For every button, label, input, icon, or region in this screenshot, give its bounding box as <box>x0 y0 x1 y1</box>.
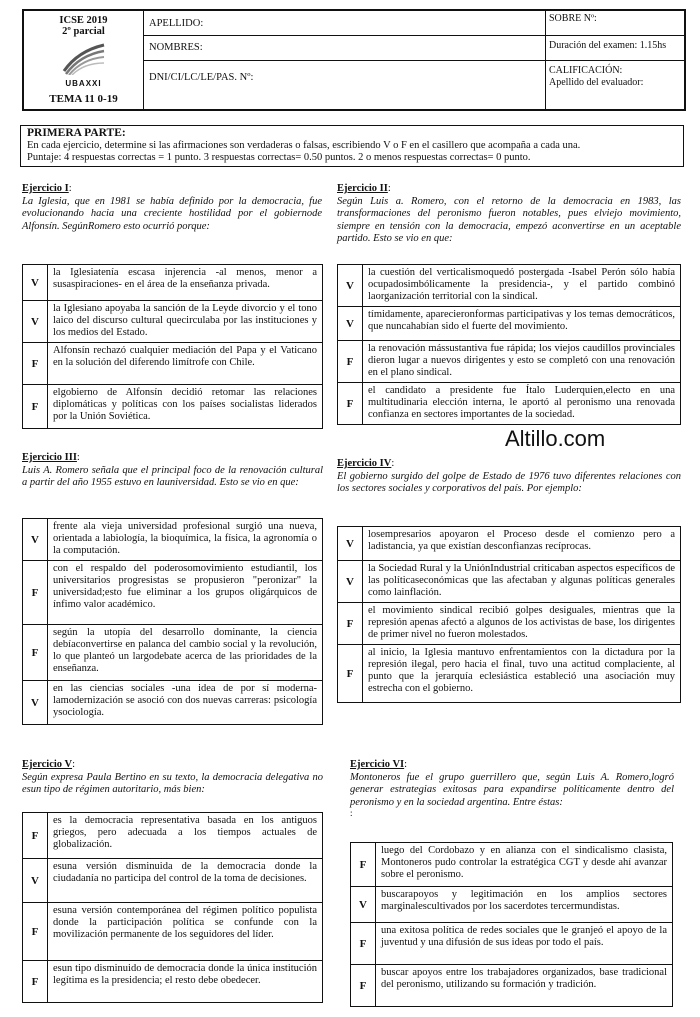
exercise-4-header: Ejercicio IV: El gobierno surgido del golpe de Estado de 1976 tuvo diferentes relaciones con los sectores sociales y corporativos del país. Por ejemplo: <box>337 458 681 494</box>
dni-field: DNI/CI/LC/LE/PAS. Nº: <box>149 72 254 83</box>
uba-logo-icon <box>60 41 106 75</box>
instructions-line-2: Puntaje: 4 respuestas correctas = 1 punto. 3 respuestas correctas= 0.50 puntos. 2 o menos respuestas correctas= 0 punto. <box>27 152 531 163</box>
answer-cell: V <box>23 519 48 561</box>
answer-cell: F <box>351 843 376 887</box>
answer-cell: V <box>351 887 376 923</box>
calificacion-label: CALIFICACIÓN: <box>549 65 623 76</box>
statement-cell: elgobierno de Alfonsín decidió retomar las relaciones diplomáticas y políticas con los países socialistas liderados por la Unión Soviética. <box>48 385 323 429</box>
statement-cell: el candidato a presidente fue Ítalo Luderquien,electo en una multitudinaria elección interna, le aportó al peronismo una renovada confianza en sectores importantes de la sociedad. <box>363 383 681 425</box>
statement-cell: losempresarios apoyaron el Proceso desde el comienzo pero a ladistancia, ya que existían desconfianzas recíprocas. <box>363 527 681 561</box>
table-row <box>351 887 673 923</box>
logo-text: UBAXXI <box>65 79 102 88</box>
statement-cell: la cuestión del verticalismoquedó postergada -Isabel Perón sólo había ocupadosimbólicamente la presidencia-, y el partido combinó laorganización territorial con la sindical. <box>363 265 681 307</box>
exercise-5-table <box>22 812 323 1003</box>
calificacion-field <box>545 65 684 89</box>
table-row <box>338 561 681 603</box>
watermark-text: Altillo.com <box>505 426 606 451</box>
exercise-intro: El gobierno surgido del golpe de Estado de 1976 tuvo diferentes relaciones con los sectores sociales y corporativos del país. Por ejemplo: <box>337 470 681 494</box>
exercise-intro: Luis A. Romero señala que el principal foco de la renovación cultural a partir del año 1955 estuvo en launiversidad. Esto se vio en que: <box>22 464 323 488</box>
table-row <box>338 383 681 425</box>
exercise-intro: Según Luis a. Romero, con el retorno de la democracia en 1983, las transformaciones del peronismo fueron notables, pues elviejo movimiento, siempre en tensión con la democracia, empezó aconvertirse en un aceptable partido. Esto se vio en que: <box>337 195 681 244</box>
table-row <box>23 961 323 1003</box>
exercise-3-header: Ejercicio III: Luis A. Romero señala que el principal foco de la renovación cultural a partir del año 1955 estuvo en launiversidad. Esto se vio en que: <box>22 452 323 488</box>
course-name: ICSE 2019 <box>59 15 108 26</box>
table-row <box>23 385 323 429</box>
table-row <box>23 519 323 561</box>
answer-cell: V <box>338 527 363 561</box>
exercise-1-header: Ejercicio I: La Iglesia, que en 1981 se había definido por la democracia, fue evolucionando hacia una creciente hostilidad por el gobiernode Alfonsín. SegúnRomero esto ocurrió porque: <box>22 183 322 232</box>
table-row <box>338 307 681 341</box>
tema-label: TEMA 11 0-19 <box>49 93 118 105</box>
answer-cell: F <box>338 603 363 645</box>
table-row <box>23 625 323 681</box>
exercise-4-table <box>337 526 681 703</box>
statement-cell: la Iglesiano apoyaba la sanción de la Leyde divorcio y el tono laico del discurso cultural quecirculaba por las instituciones y los medios del Estado. <box>48 301 323 343</box>
exercise-1-table <box>22 264 323 429</box>
answer-cell: V <box>338 265 363 307</box>
table-row <box>351 923 673 965</box>
exercise-2-header: Ejercicio II: Según Luis a. Romero, con el retorno de la democracia en 1983, las transformaciones del peronismo fueron notables, pues elviejo movimiento, siempre en tensión con la democracia, empezó aconvertirse en un aceptable partido. Esto se vio en que: <box>337 183 681 244</box>
answer-cell: F <box>351 923 376 965</box>
sobre-field: SOBRE Nº: <box>545 11 684 36</box>
table-row <box>351 843 673 887</box>
table-row <box>23 343 323 385</box>
statement-cell: luego del Cordobazo y en alianza con el sindicalismo clasista, Montoneros pudo controlar la estratégica CGT y desde ahí avanzar sobre el peronismo. <box>376 843 673 887</box>
exercise-6-table <box>350 842 673 1007</box>
exercise-title: Ejercicio III <box>22 452 77 463</box>
student-info-cell <box>143 11 546 109</box>
answer-cell: V <box>23 681 48 725</box>
table-row <box>338 341 681 383</box>
answer-cell: F <box>23 385 48 429</box>
answer-cell: F <box>338 383 363 425</box>
table-row <box>23 561 323 625</box>
statement-cell: al inicio, la Iglesia mantuvo enfrentamientos con la dictadura por la represión ilegal, pero hacia el final, tuvo una actitud complaciente, al punto que la jerarquía eclesiástica estableció una asociación muy estrecha con el gobierno. <box>363 645 681 703</box>
statement-cell: en las ciencias sociales -una idea de por sí moderna- lamodernización se asoció con dos nuevas carreras: psicología ysociología. <box>48 681 323 725</box>
exercise-intro: La Iglesia, que en 1981 se había definido por la democracia, fue evolucionando hacia una creciente hostilidad por el gobiernode Alfonsín. SegúnRomero esto ocurrió porque: <box>22 195 322 232</box>
exam-name: 2º parcial <box>62 26 105 37</box>
statement-cell: la Iglesiatenía escasa injerencia -al menos, menor a susaspiraciones- en el área de la enseñanza privada. <box>48 265 323 301</box>
answer-cell: F <box>338 645 363 703</box>
answer-cell: F <box>351 965 376 1007</box>
table-row <box>338 603 681 645</box>
table-row <box>338 265 681 307</box>
statement-cell: Alfonsín rechazó cualquier mediación del Papa y el Vaticano en la solución del diferendo limítrofe con Chile. <box>48 343 323 385</box>
statement-cell: la renovación mássustantiva fue rápida; los viejos caudillos provinciales dieron lugar a nuevos dirigentes y esto se completó con una renovación en el plano sindical. <box>363 341 681 383</box>
exercise-5-header: Ejercicio V: Según expresa Paula Bertino en su texto, la democracia delegativa no esun tipo de régimen autoritario, más bien: <box>22 759 323 795</box>
answer-cell: F <box>23 903 48 961</box>
apellido-field: APELLIDO: <box>143 11 545 36</box>
table-row <box>338 527 681 561</box>
statement-cell: la Sociedad Rural y la UniónIndustrial criticaban aspectos específicos de las políticaseconómicas que las afectaban y algunas políticas generales como lainflación. <box>363 561 681 603</box>
table-row <box>23 265 323 301</box>
statement-cell: buscarapoyos y legitimación en los amplios sectores marginalescultivados por los sacerdotes tercermundistas. <box>376 887 673 923</box>
exercise-title: Ejercicio VI <box>350 759 405 770</box>
evaluador-label: Apellido del evaluador: <box>549 77 644 88</box>
exercise-extra-mark: : <box>350 808 353 818</box>
exercise-6-header: Ejercicio VI: Montoneros fue el grupo guerrillero que, según Luis A. Romero,logró generar estrategias exitosas para expandirse políticamente dentro del peronismo y en la sociedad argentina. Entre éstas: : <box>350 759 674 818</box>
table-row <box>23 859 323 903</box>
instructions-box <box>20 125 684 167</box>
table-row <box>23 903 323 961</box>
statement-cell: buscar apoyos entre los trabajadores organizados, base tradicional del peronismo, utilizando su formación y tradición. <box>376 965 673 1007</box>
statement-cell: esun tipo disminuido de democracia donde la única institución legítima es la presidencia; el resto debe obedecer. <box>48 961 323 1003</box>
exercise-title: Ejercicio IV <box>337 458 392 469</box>
answer-cell: V <box>23 301 48 343</box>
answer-cell: F <box>23 625 48 681</box>
statement-cell: esuna versión contemporánea del régimen político populista donde la participación política se confunde con la movilización permanente de los seguidores del líder. <box>48 903 323 961</box>
answer-cell: F <box>338 341 363 383</box>
instructions-title: PRIMERA PARTE: <box>27 127 126 139</box>
answer-cell: F <box>23 561 48 625</box>
duracion-field: Duración del examen: 1.15hs <box>545 36 684 61</box>
exam-info-cell <box>545 11 684 109</box>
exercise-title: Ejercicio I <box>22 183 69 194</box>
exercise-title: Ejercicio II <box>337 183 388 194</box>
answer-cell: V <box>338 561 363 603</box>
table-row <box>338 645 681 703</box>
answer-cell: V <box>338 307 363 341</box>
statement-cell: frente ala vieja universidad profesional surgió una nueva, orientada a labiología, la bioquímica, la física, la agronomía o la computación. <box>48 519 323 561</box>
answer-cell: F <box>23 961 48 1003</box>
exercise-intro: Montoneros fue el grupo guerrillero que, según Luis A. Romero,logró generar estrategias exitosas para expandirse políticamente dentro del peronismo y en la sociedad argentina. Entre éstas: <box>350 771 674 808</box>
instructions-line-1: En cada ejercicio, determine si las afirmaciones son verdaderas o falsas, escribiendo V o F en el casillero que acompaña a cada una. <box>27 139 581 151</box>
exercise-2-table <box>337 264 681 425</box>
answer-cell: F <box>23 813 48 859</box>
statement-cell: según la utopía del desarrollo dominante, la ciencia debíaconvertirse en palanca del cambio social y la revolución, lo que planteó un largodebate acerca de las prioridades de la enseñanza. <box>48 625 323 681</box>
exercise-intro: Según expresa Paula Bertino en su texto, la democracia delegativa no esun tipo de régimen autoritario, más bien: <box>22 771 323 795</box>
answer-cell: V <box>23 859 48 903</box>
table-row <box>23 301 323 343</box>
answer-cell: F <box>23 343 48 385</box>
logo-cell <box>24 11 144 109</box>
statement-cell: esuna versión disminuida de la democracia donde la ciudadanía no participa del control de la toma de decisiones. <box>48 859 323 903</box>
statement-cell: tímidamente, aparecieronformas participativas y los temas democráticos, que nuncahabían sido el fuerte del movimiento. <box>363 307 681 341</box>
nombres-field: NOMBRES: <box>143 36 545 61</box>
statement-cell: es la democracia representativa basada en los antiguos griegos, pero adecuada a los tiempos actuales de globalización. <box>48 813 323 859</box>
statement-cell: una exitosa política de redes sociales que le granjeó el apoyo de la juventud y una difusión de sus ideas por todo el país. <box>376 923 673 965</box>
exam-header <box>22 9 686 111</box>
exercise-3-table <box>22 518 323 725</box>
table-row <box>23 813 323 859</box>
exercise-title: Ejercicio V <box>22 759 73 770</box>
answer-cell: V <box>23 265 48 301</box>
table-row <box>351 965 673 1007</box>
table-row <box>23 681 323 725</box>
statement-cell: el movimiento sindical recibió golpes desiguales, mientras que la represión apenas afectó a algunos de los activistas de base, los dirigentes de primer nivel no fueron molestados. <box>363 603 681 645</box>
statement-cell: con el respaldo del poderosomovimiento estudiantil, los universitarios progresistas se propusieron "peronizar" la universidad;esto fue eliminar a los grupos oligárquicos de ínfimo valor académico. <box>48 561 323 625</box>
